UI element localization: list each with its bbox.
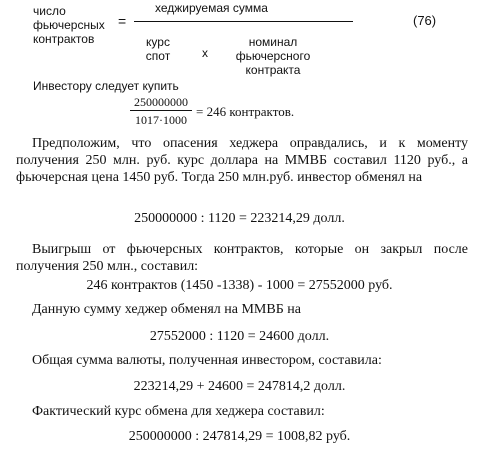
formula-denominator-right (228, 35, 318, 77)
buy-text: Инвестору следует купить (33, 79, 179, 93)
formula-fraction-bar (134, 21, 353, 22)
formula-den-left-line2: спот (145, 49, 171, 63)
calc1-result: = 246 контрактов. (196, 104, 295, 119)
equation-3: 27552000 : 1120 = 24600 долл. (149, 329, 330, 344)
formula-equals: = (118, 13, 127, 29)
formula-lhs-line2: фьючерсных (33, 18, 105, 32)
paragraph-1: Предположим, что опасения хеджера оправдались, и к моменту получения 250 млн. руб. курс доллара на ММВБ составил 1120 руб., а фьючерсная цена 1450 руб. Тогда 250 млн.руб. инвестор обменял на (16, 136, 468, 185)
formula-denominator-left (138, 35, 178, 63)
formula-den-right-line3: контракта (245, 63, 301, 77)
equation-5: 250000000 : 247814,29 = 1008,82 руб. (128, 429, 351, 444)
paragraph-2: Выигрыш от фьючерсных контрактов, которые он закрыл после получения 250 млн., составил: (16, 242, 468, 274)
formula-lhs (33, 4, 105, 46)
formula-den-right-line1: номинал (248, 35, 298, 49)
formula-times: x (202, 46, 208, 60)
formula-den-right-line2: фьючерсного (235, 49, 311, 63)
calc1-numerator: 250000000 (134, 95, 188, 109)
equation-2: 246 контрактов (1450 -1338) - 1000 = 27552000 руб. (86, 278, 393, 293)
formula-numerator: хеджируемая сумма (155, 1, 268, 15)
formula-lhs-line3: контрактов (33, 32, 95, 46)
equation-4: 223214,29 + 24600 = 247814,2 долл. (133, 379, 346, 394)
calc1-fraction-bar (130, 110, 192, 111)
formula-equation-number: (76) (413, 13, 437, 28)
equation-1: 250000000 : 1120 = 223214,29 долл. (134, 211, 345, 226)
paragraph-5: Фактический курс обмена для хеджера составил: (32, 404, 325, 419)
paragraph-4: Общая сумма валюты, полученная инвестором, составила: (32, 353, 382, 368)
formula-den-left-line1: курс (146, 35, 170, 49)
paragraph-3: Данную сумму хеджер обменял на ММВБ на (32, 302, 301, 317)
calc1-denominator: 1017·1000 (135, 113, 187, 127)
formula-lhs-line1: число (33, 4, 66, 18)
